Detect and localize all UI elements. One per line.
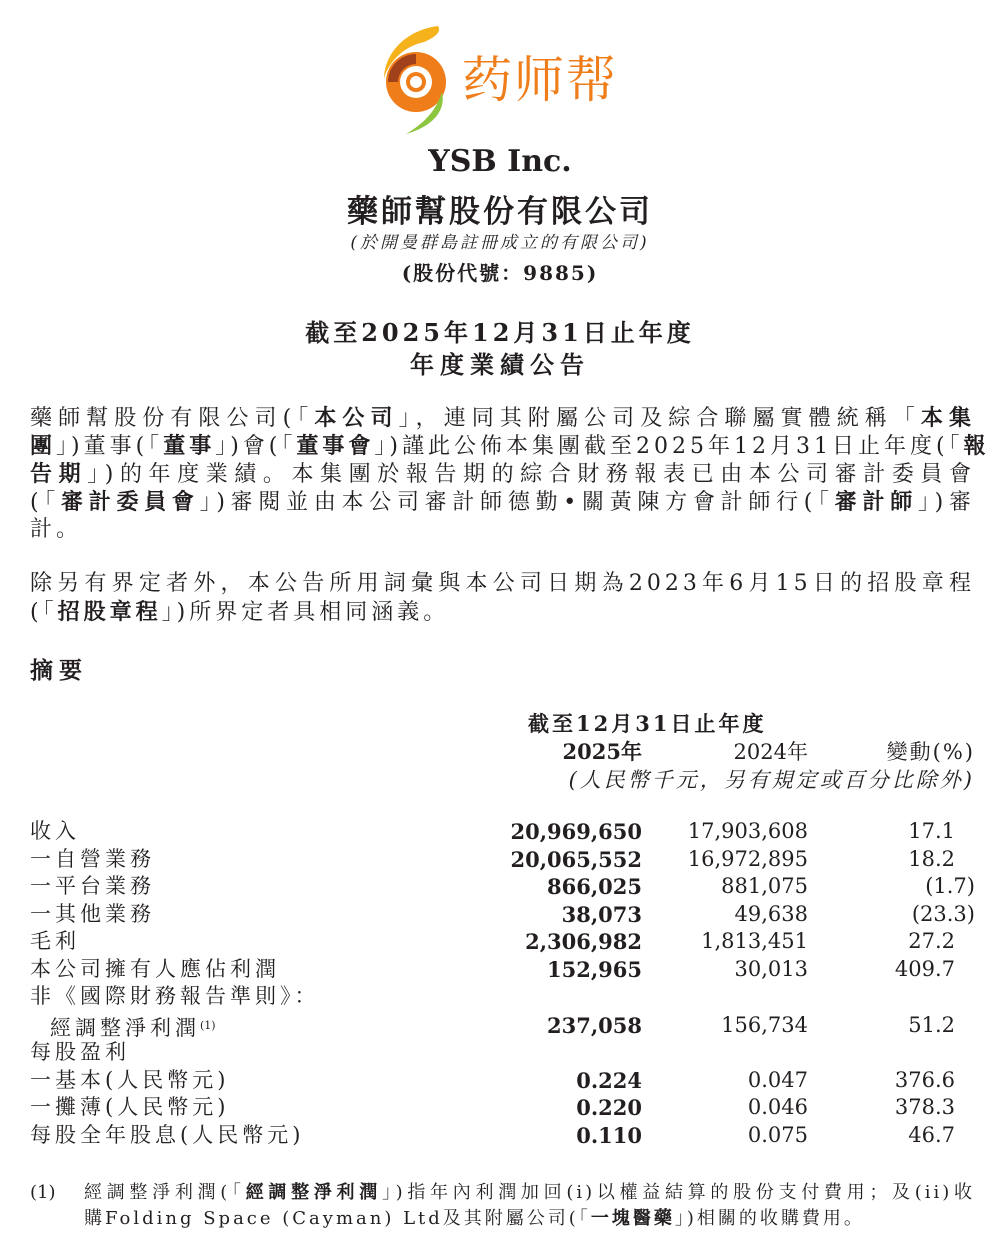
- row-label: 經調整淨利潤: [50, 1015, 200, 1040]
- value-2025: 866,025: [547, 874, 642, 899]
- row-label: 一其他業務: [30, 901, 155, 926]
- row-label: 一平台業務: [30, 874, 155, 898]
- defined-term: 本集: [920, 405, 975, 431]
- value-2025: 20,969,650: [510, 819, 642, 844]
- footnote-text: [84, 1180, 975, 1232]
- table-row: [30, 956, 975, 984]
- row-label: 一基本(人民幣元): [30, 1067, 230, 1092]
- value-change: 27.2: [908, 929, 955, 953]
- defined-term: 招股章程: [57, 599, 162, 625]
- value-2025: 20,065,552: [510, 846, 642, 872]
- intro-paragraph: [30, 404, 990, 544]
- text-segment: 」)的年度業績。本集團於報告期的綜合財務報表已由本公司審計委員會: [87, 462, 975, 487]
- value-change: 46.7: [908, 1122, 955, 1147]
- text-segment: 」，連同其附屬公司及綜合聯屬實體統稱「: [398, 406, 921, 431]
- announcement-title: 年度業績公告: [410, 350, 590, 379]
- table-row: [30, 901, 975, 929]
- value-change: 409.7: [894, 956, 955, 981]
- value-change: 51.2: [908, 1012, 955, 1037]
- text-line: [30, 432, 990, 460]
- table-row: [30, 983, 975, 1011]
- period-header: 截至12月31日止年度: [528, 711, 767, 736]
- table-row: [30, 1039, 975, 1067]
- row-label: 一自營業務: [30, 846, 155, 871]
- value-2025: 0.224: [576, 1067, 642, 1093]
- row-label: 每股全年股息(人民幣元): [30, 1122, 305, 1147]
- text-line: [84, 1180, 975, 1206]
- table-row: [30, 1094, 975, 1122]
- footnote-number: (1): [30, 1182, 56, 1203]
- company-logo: [376, 18, 636, 138]
- text-line: [84, 1206, 975, 1232]
- table-row: [30, 1012, 975, 1040]
- value-2025: 0.110: [576, 1122, 642, 1148]
- value-2024: 1,813,451: [701, 929, 808, 953]
- footnote: [30, 1180, 975, 1232]
- row-label: 每股盈利: [30, 1040, 130, 1064]
- unit-note: (人民幣千元，另有規定或百分比除外): [568, 768, 975, 792]
- value-change: 17.1: [908, 819, 955, 843]
- text-line: [30, 516, 975, 544]
- text-segment: 經調整淨利潤(「: [84, 1182, 246, 1203]
- defined-term: 一塊醫藥: [590, 1208, 675, 1229]
- defined-term: 本公司: [314, 405, 399, 431]
- text-line: [30, 488, 975, 516]
- text-segment: 」)相關的收購費用。: [674, 1208, 865, 1229]
- row-label: 一攤薄(人民幣元): [30, 1095, 230, 1119]
- text-line: [30, 460, 975, 488]
- row-label: 收入: [30, 819, 80, 843]
- defined-term: 經調整淨利潤: [245, 1182, 382, 1203]
- value-2025: 152,965: [547, 956, 642, 982]
- row-label-wrap: [50, 1012, 216, 1043]
- text-line: [30, 404, 975, 432]
- company-name-zh: 藥師幫股份有限公司: [347, 194, 653, 230]
- text-segment: 」)所界定者具相同涵義。: [161, 600, 450, 625]
- company-name-en: YSB Inc.: [428, 144, 572, 179]
- text-segment: (「: [30, 490, 62, 515]
- value-2024: 881,075: [721, 874, 808, 898]
- text-segment: 藥師幫股份有限公司(「: [30, 406, 315, 431]
- text-segment: 」)審閱並由本公司審計師德勤•關黃陳方會計師行(「: [199, 490, 835, 515]
- defined-term: 報: [963, 433, 990, 459]
- column-2024: 2024年: [733, 740, 808, 764]
- value-2024: 156,734: [721, 1012, 808, 1037]
- value-2025: 237,058: [547, 1012, 642, 1038]
- defined-term: 團: [30, 433, 57, 459]
- stock-code: (股份代號：9885): [401, 261, 599, 285]
- incorporation-note: (於開曼群島註冊成立的有限公司): [350, 233, 650, 253]
- defined-term: 董事會: [296, 433, 375, 459]
- text-segment: 」)會(「: [215, 434, 297, 459]
- defined-term: 審計師: [834, 489, 918, 515]
- row-label: 非《國際財務報告準則》：: [30, 984, 320, 1008]
- value-2024: 0.075: [747, 1122, 808, 1147]
- text-line: [30, 598, 975, 626]
- value-2025: 38,073: [561, 901, 642, 927]
- defined-term: 董事: [163, 433, 216, 459]
- defined-term: 告期: [30, 461, 88, 487]
- text-segment: 」)董事(「: [56, 434, 164, 459]
- text-segment: 」)謹此公佈本集團截至2025年12月31日止年度(「: [374, 434, 964, 459]
- value-2024: 17,903,608: [687, 819, 808, 843]
- value-2025: 2,306,982: [525, 929, 642, 954]
- text-segment: 」)審: [917, 490, 975, 515]
- text-segment: 」)指年內利潤加回(i)以權益結算的股份支付費用；及(ii)收: [381, 1182, 975, 1203]
- text-segment: 購Folding Space (Cayman) Ltd及其附屬公司(「: [84, 1208, 591, 1229]
- logo-wordmark: 药师帮: [462, 51, 618, 109]
- value-change: (23.3): [911, 901, 975, 926]
- value-change: 378.3: [894, 1095, 955, 1119]
- text-segment: 計。: [30, 517, 83, 542]
- definitions-paragraph: [30, 570, 975, 626]
- text-segment: 除另有界定者外，本公告所用詞彙與本公司日期為2023年6月15日的招股章程: [30, 571, 975, 596]
- text-segment: (「: [30, 600, 58, 625]
- table-row: [30, 1122, 975, 1150]
- table-row: [30, 846, 975, 874]
- value-2024: 0.046: [747, 1095, 808, 1119]
- announcement-title-period: 截至2025年12月31日止年度: [305, 318, 695, 347]
- value-2024: 49,638: [734, 901, 808, 926]
- logo-swirl-icon: [376, 18, 466, 138]
- value-2025: 0.220: [576, 1095, 642, 1120]
- value-change: 18.2: [908, 846, 955, 871]
- defined-term: 審計委員會: [61, 489, 200, 515]
- table-row: [30, 1067, 975, 1095]
- footnote-ref: (1): [200, 1018, 216, 1032]
- column-change: 變動(%): [886, 740, 975, 764]
- text-line: [30, 570, 975, 598]
- value-change: (1.7): [925, 874, 975, 898]
- value-2024: 0.047: [747, 1067, 808, 1092]
- table-row: [30, 818, 975, 846]
- table-row: [30, 928, 975, 956]
- value-2024: 16,972,895: [687, 846, 808, 871]
- row-label: 毛利: [30, 929, 80, 953]
- value-change: 376.6: [894, 1067, 955, 1092]
- value-2024: 30,013: [734, 956, 808, 981]
- row-label: 本公司擁有人應佔利潤: [30, 956, 280, 981]
- summary-heading: 摘要: [30, 657, 88, 684]
- table-row: [30, 873, 975, 901]
- column-2025: 2025年: [562, 739, 642, 764]
- summary-table: [30, 818, 975, 1149]
